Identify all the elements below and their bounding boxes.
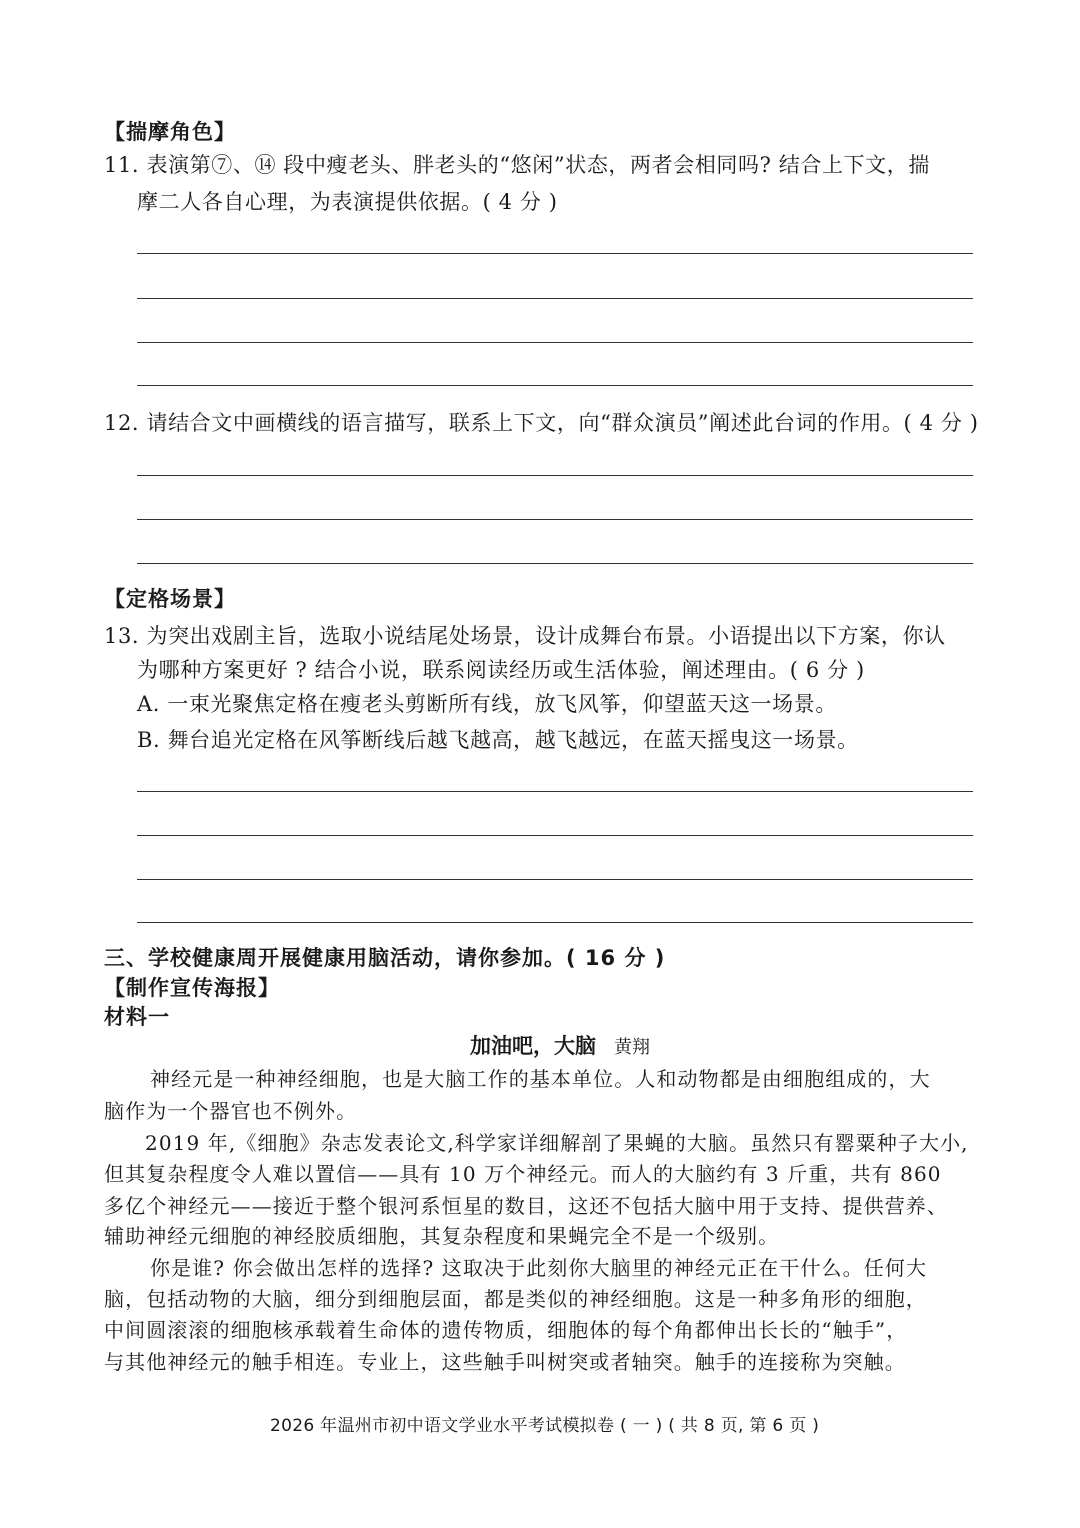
answer-line	[137, 385, 973, 386]
article-line: 但其复杂程度令人难以置信——具有 10 万个神经元。而人的大脑约有 3 斤重，共有 860	[104, 1162, 942, 1186]
answer-line	[137, 519, 973, 520]
answer-line	[137, 879, 973, 880]
article-line: 脑作为一个器官也不例外。	[104, 1099, 358, 1123]
question-13-line-2: 为哪种方案更好 ? 结合小说，联系阅读经历或生活体验，阐述理由。( 6 分 )	[137, 658, 865, 682]
question-11-line-2: 摩二人各自心理，为表演提供依据。( 4 分 )	[137, 190, 558, 214]
article-line: 你是谁? 你会做出怎样的选择? 这取决于此刻你大脑里的神经元正在干什么。任何大	[150, 1256, 928, 1280]
article-line: 多亿个神经元——接近于整个银河系恒星的数目，这还不包括大脑中用于支持、提供营养、	[104, 1194, 948, 1218]
material-label: 材料一	[104, 1005, 170, 1029]
article-line: 神经元是一种神经细胞，也是大脑工作的基本单位。人和动物都是由细胞组成的，大	[150, 1067, 931, 1091]
article-author: 黄翔	[614, 1037, 650, 1058]
answer-line	[137, 922, 973, 923]
article-title: 加油吧，大脑	[470, 1034, 596, 1058]
section-heading-role: 【揣摩角色】	[104, 120, 236, 144]
answer-line	[137, 475, 973, 476]
question-13-option-b: B. 舞台追光定格在风筝断线后越飞越高，越飞越远，在蓝天摇曳这一场景。	[137, 728, 859, 752]
article-line: 2019 年,《细胞》杂志发表论文,科学家详细解剖了果蝇的大脑。虽然只有罂粟种子大小,	[145, 1131, 969, 1155]
article-line: 脑，包括动物的大脑，细分到细胞层面，都是类似的神经细胞。这是一种多角形的细胞，	[104, 1287, 927, 1311]
article-line: 中间圆滚滚的细胞核承载着生命体的遗传物质，细胞体的每个角都伸出长长的“触手”，	[104, 1318, 908, 1342]
part-3-subheading: 【制作宣传海报】	[104, 976, 280, 1000]
answer-line	[137, 342, 973, 343]
answer-line	[137, 791, 973, 792]
section-heading-scene: 【定格场景】	[104, 587, 236, 611]
part-3-heading: 三、学校健康周开展健康用脑活动，请你参加。( 16 分 )	[104, 946, 666, 970]
article-title-block	[470, 1030, 650, 1060]
question-13-line-1: 13. 为突出戏剧主旨，选取小说结尾处场景，设计成舞台布景。小语提出以下方案，你认	[104, 624, 946, 648]
question-12-line-1: 12. 请结合文中画横线的语言描写，联系上下文，向“群众演员”阐述此台词的作用。( 4 分 )	[104, 411, 979, 435]
article-line: 辅助神经元细胞的神经胶质细胞，其复杂程度和果蝇完全不是一个级别。	[104, 1224, 780, 1248]
page-footer: 2026 年温州市初中语文学业水平考试模拟卷 ( 一 ) ( 共 8 页, 第 6 页 )	[270, 1416, 820, 1436]
question-11-line-1: 11. 表演第⑦、⑭ 段中瘦老头、胖老头的“悠闲”状态，两者会相同吗? 结合上下文，揣	[104, 153, 930, 177]
answer-line	[137, 298, 973, 299]
answer-line	[137, 563, 973, 564]
article-line: 与其他神经元的触手相连。专业上，这些触手叫树突或者轴突。触手的连接称为突触。	[104, 1350, 906, 1374]
answer-line	[137, 253, 973, 254]
answer-line	[137, 835, 973, 836]
question-13-option-a: A. 一束光聚焦定格在瘦老头剪断所有线，放飞风筝，仰望蓝天这一场景。	[137, 692, 837, 716]
